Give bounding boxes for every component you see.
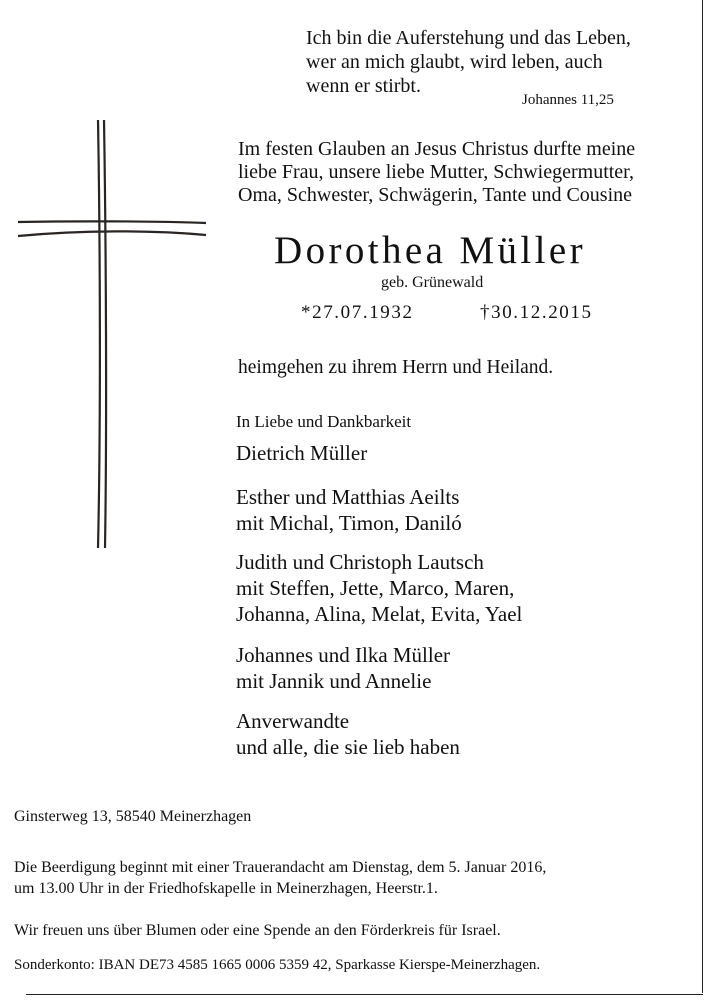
bottom-border-line <box>26 994 703 996</box>
passing-text: heimgehen zu ihrem Herrn und Heiland. <box>238 357 554 378</box>
death-date: †30.12.2015 <box>480 302 593 323</box>
intro-text <box>238 138 635 207</box>
bible-verse <box>306 26 631 98</box>
mourner-line: Dietrich Müller <box>236 441 368 465</box>
mourner-line: und alle, die sie lieb haben <box>236 735 460 759</box>
mourners-intro: In Liebe und Dankbarkeit <box>236 412 412 431</box>
home-address: Ginsterweg 13, 58540 Meinerzhagen <box>14 808 252 825</box>
mourner-group <box>236 440 367 466</box>
mourner-group <box>236 484 462 536</box>
verse-line: wenn er stirbt. <box>306 75 421 97</box>
flowers-note: Wir freuen uns über Blumen oder eine Spende an den Förderkreis für Israel. <box>14 922 501 939</box>
verse-line: Ich bin die Auferstehung und das Leben, <box>306 27 631 49</box>
mourner-group <box>236 642 450 694</box>
mourner-line: Johannes und Ilka Müller <box>236 643 451 667</box>
mourner-group <box>236 549 522 627</box>
funeral-info <box>14 857 546 899</box>
mourner-line: Judith und Christoph Lautsch <box>236 550 484 574</box>
verse-reference: Johannes 11,25 <box>522 92 614 108</box>
intro-line: Im festen Glauben an Jesus Christus durfte meine <box>238 138 636 160</box>
mourner-line: mit Steffen, Jette, Marco, Maren, <box>236 576 515 600</box>
mourner-line: Johanna, Alina, Melat, Evita, Yael <box>236 602 523 626</box>
cross-icon <box>12 114 212 554</box>
mourner-group <box>236 708 460 760</box>
intro-line: Oma, Schwester, Schwägerin, Tante und Cousine <box>238 184 633 206</box>
mourner-line: mit Jannik und Annelie <box>236 669 432 693</box>
deceased-name: Dorothea Müller <box>274 229 587 272</box>
birth-name: geb. Grünewald <box>381 274 484 291</box>
mourner-line: Anverwandte <box>236 709 350 733</box>
right-border-line <box>702 0 704 993</box>
bank-account: Sonderkonto: IBAN DE73 4585 1665 0006 5359 42, Sparkasse Kierspe-Meinerzhagen. <box>14 957 541 973</box>
funeral-line: um 13.00 Uhr in der Friedhofskapelle in Meinerzhagen, Heerstr.1. <box>14 880 438 897</box>
mourner-line: Esther und Matthias Aeilts <box>236 485 460 509</box>
birth-date: *27.07.1932 <box>301 302 414 323</box>
verse-line: wer an mich glaubt, wird leben, auch <box>306 51 603 73</box>
mourner-line: mit Michal, Timon, Daniló <box>236 511 462 535</box>
funeral-line: Die Beerdigung beginnt mit einer Trauerandacht am Dienstag, dem 5. Januar 2016, <box>14 859 547 876</box>
intro-line: liebe Frau, unsere liebe Mutter, Schwiegermutter, <box>238 161 635 183</box>
